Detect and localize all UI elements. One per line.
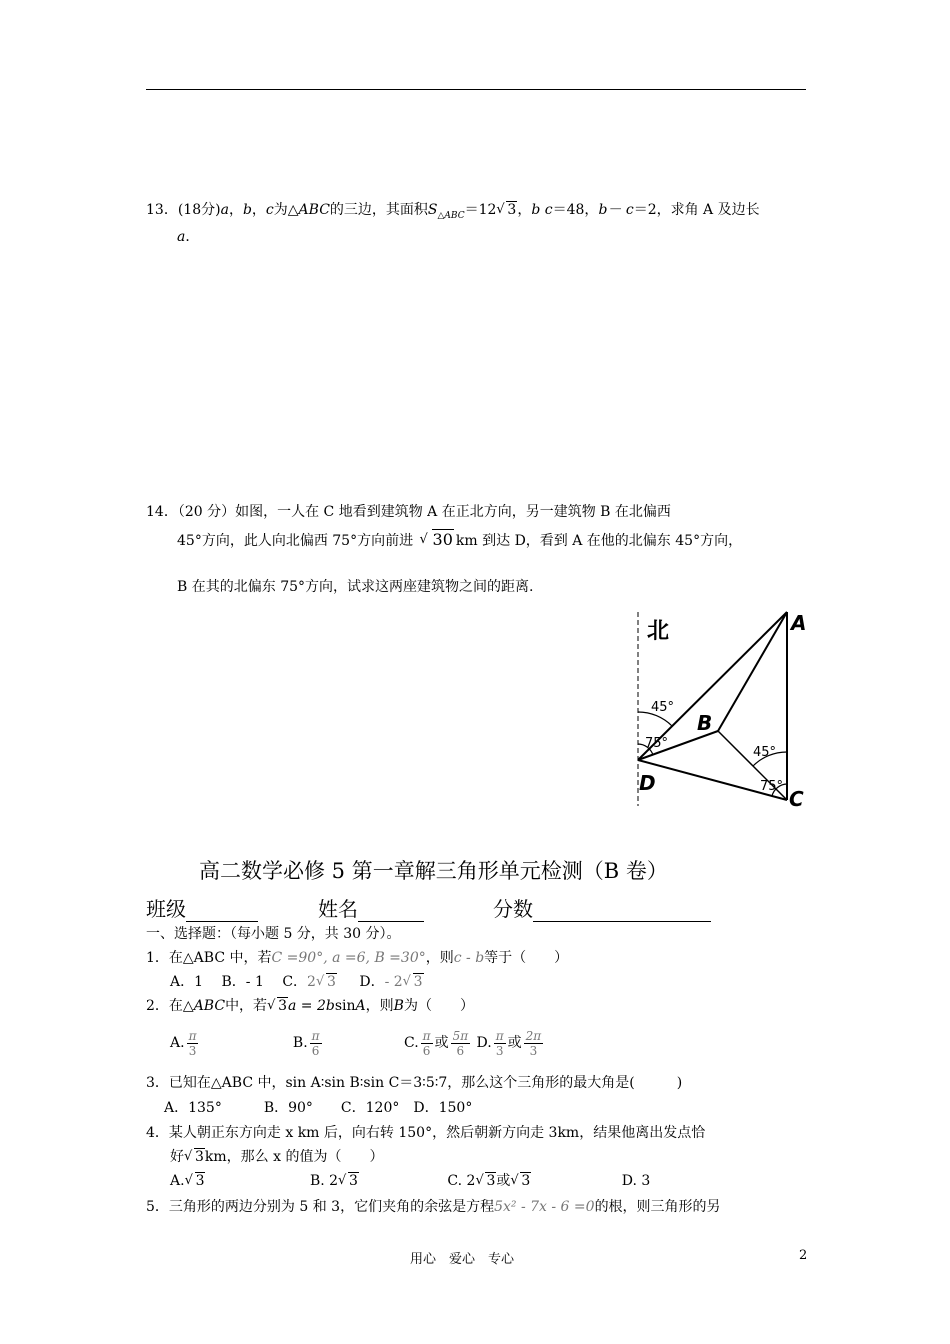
q2-denominator: 6 <box>311 1043 320 1058</box>
footer-motto: 用心 爱心 专心 <box>410 1252 515 1267</box>
class-label: 班级 <box>146 897 186 921</box>
q1-text: ，则 <box>425 950 454 966</box>
q13-comma: ， <box>228 202 243 218</box>
score-blank[interactable] <box>533 901 711 922</box>
q5-text: 5．三角形的两边分别为 5 和 3，它们夹角的余弦是方程 <box>146 1199 495 1215</box>
q13-var-a: a <box>220 202 229 218</box>
q13-text: ＝12 <box>464 202 497 218</box>
q4-option-a-label: A. <box>170 1173 185 1189</box>
q13-var-c: c <box>265 202 274 218</box>
q2-numerator: π <box>495 1028 504 1043</box>
q2-denominator: 3 <box>188 1043 197 1058</box>
question-13-line2 <box>177 227 199 247</box>
name-blank[interactable] <box>358 901 424 922</box>
name-field <box>318 896 424 922</box>
q4-radicand: 3 <box>521 1173 531 1189</box>
q2-option-c-fraction2 <box>451 1029 471 1058</box>
header-rule <box>146 89 806 90</box>
q1-option-b: - 1 <box>245 974 264 990</box>
q13-var-a: a <box>177 229 186 245</box>
q13-comma: ， <box>251 202 266 218</box>
q2-angle-b: B <box>393 998 404 1014</box>
q13-text: ＝48， <box>552 202 599 218</box>
question-2-stem <box>146 996 474 1016</box>
triangle-figure <box>625 608 820 808</box>
q14-radicand: 30 <box>432 530 453 549</box>
q13-comma: ， <box>517 202 532 218</box>
q14-sqrt30 <box>420 530 454 550</box>
q2-option-d-label: D. <box>476 1035 492 1051</box>
q4-option-b-sqrt <box>338 1171 359 1191</box>
question-14-line3: B 在其的北偏东 75°方向，试求这两座建筑物之间的距离. <box>177 579 534 595</box>
q4-text: km，那么 x 的值为（ ） <box>204 1149 384 1165</box>
point-b-label: B <box>697 711 713 735</box>
q2-option-b-label: B. <box>292 1035 308 1051</box>
q2-abc: ABC <box>193 998 226 1014</box>
q4-option-c-sqrt2 <box>510 1171 531 1191</box>
q2-text: 为（ ） <box>403 998 474 1014</box>
q4-text: 好 <box>170 1149 184 1165</box>
question-4-line1: 4．某人朝正东方向走 x km 后，向右转 150°，然后朝新方向走 3km，结果他离出发点恰 <box>146 1125 706 1141</box>
q2-text: 中，若 <box>225 998 268 1014</box>
q13-radicand: 3 <box>507 202 517 218</box>
q1-option-d-label: D． <box>359 974 385 990</box>
q2-option-d-fraction1 <box>494 1029 506 1058</box>
q2-numerator: π <box>311 1028 320 1043</box>
q4-or: 或 <box>496 1173 511 1189</box>
question-2-options <box>170 1028 545 1058</box>
q13-score: (18分) <box>177 202 221 218</box>
score-label: 分数 <box>493 897 533 921</box>
part-one-heading: 一、选择题：（每小题 5 分，共 30 分）。 <box>146 926 401 942</box>
point-d-label: D <box>639 771 656 795</box>
question-4-options <box>170 1171 650 1191</box>
q1-condition: C =90°, a =6, B =30° <box>271 950 426 966</box>
q2-or: 或 <box>507 1035 522 1051</box>
q2-option-a-label: A. <box>170 1035 185 1051</box>
q13-text: ＝2，求角 A 及边长 <box>633 202 760 218</box>
angle-75-right-label: 75° <box>760 779 784 794</box>
q2-denominator: 3 <box>495 1043 504 1058</box>
q2-numerator: 2π <box>525 1028 542 1043</box>
q4-radicand: 3 <box>195 1149 204 1165</box>
q13-bc: b c <box>531 202 553 218</box>
q2-denominator: 6 <box>422 1043 431 1058</box>
q2-option-a-fraction <box>187 1029 199 1058</box>
q2-text: ，则 <box>365 998 394 1014</box>
q13-number: 13． <box>146 202 178 218</box>
q1-expression: c - b <box>453 950 485 966</box>
q13-var-b: b <box>242 202 252 218</box>
question-3-stem: 3．已知在△ABC 中，sin A∶sin B∶sin C＝3∶5∶7，那么这个三角形的最大角是( ) <box>146 1075 683 1091</box>
q2-text: 2．在△ <box>146 998 194 1014</box>
question-14-line1: 14．（20 分）如图，一人在 C 地看到建筑物 A 在正北方向，另一建筑物 B 在北偏西 <box>146 504 671 520</box>
question-1-options <box>170 972 424 992</box>
q13-text: 为△ <box>273 202 299 218</box>
q13-area-sub: △ABC <box>437 210 465 221</box>
point-c-label: C <box>789 787 804 808</box>
question-13-line1 <box>146 200 760 226</box>
q2-sqrt3 <box>267 996 288 1016</box>
q14-text: km 到达 D，看到 A 在他的北偏东 45°方向， <box>455 533 743 549</box>
q2-numerator: π <box>188 1028 197 1043</box>
q2-radicand: 3 <box>278 998 287 1014</box>
q13-sqrt3 <box>496 200 517 220</box>
q14-text: 45°方向，此人向北偏西 75°方向前进 <box>177 533 414 549</box>
q2-numerator: π <box>422 1028 431 1043</box>
q2-numerator: 5π <box>452 1028 469 1043</box>
q4-option-a-sqrt <box>185 1171 206 1191</box>
q2-denominator: 6 <box>456 1043 465 1058</box>
angle-45-right-label: 45° <box>753 745 777 760</box>
class-blank[interactable] <box>186 901 258 922</box>
q5-equation: 5x² - 7x - 6 =0 <box>494 1199 595 1215</box>
q1-text: 等于（ ） <box>484 950 569 966</box>
q1-option-c-label: C． <box>282 974 308 990</box>
q4-option-c-sqrt1 <box>475 1171 496 1191</box>
q4-option-b-label: B. 2 <box>309 1173 339 1189</box>
q2-angle-a: A <box>355 998 366 1014</box>
class-field <box>146 896 258 922</box>
q2-option-c-label: C. <box>404 1035 419 1051</box>
q2-option-b-fraction <box>310 1029 322 1058</box>
q1-option-c-sqrt <box>316 972 337 992</box>
q1-text: 1．在△ABC 中，若 <box>146 950 272 966</box>
q4-radicand: 3 <box>486 1173 496 1189</box>
name-label: 姓名 <box>318 897 358 921</box>
q2-denominator: 3 <box>529 1043 538 1058</box>
q4-radicand: 3 <box>349 1173 358 1189</box>
q5-text: 的根，则三角形的另 <box>594 1199 721 1215</box>
q4-radicand: 3 <box>195 1173 205 1189</box>
q1-option-d: - 2 <box>384 974 403 990</box>
north-label: 北 <box>647 619 670 644</box>
q2-or: 或 <box>434 1035 449 1051</box>
point-a-label: A <box>791 611 807 635</box>
question-4-line2 <box>170 1147 383 1167</box>
q13-period: ． <box>185 229 200 245</box>
q1-option-b-label: B． <box>221 974 246 990</box>
q2-sin: sin <box>334 998 356 1014</box>
question-1-stem <box>146 948 568 968</box>
q2-equation: a = 2b <box>287 998 335 1014</box>
q1-option-a: A．1 <box>170 974 204 990</box>
page-number: 2 <box>799 1248 808 1263</box>
q4-option-d: D. 3 <box>621 1173 651 1189</box>
q13-text: 的三边，其面积 <box>329 202 428 218</box>
q1-option-d-sqrt <box>403 972 424 992</box>
score-field <box>493 896 711 922</box>
q2-option-c-fraction1 <box>421 1029 433 1058</box>
q1-option-c: 2 <box>307 974 316 990</box>
question-14-line2 <box>177 530 742 551</box>
q1-radicand: 3 <box>326 974 336 990</box>
q1-radicand: 3 <box>413 974 423 990</box>
q13-b-minus-c: b－ c <box>598 202 634 218</box>
q13-abc: ABC <box>298 202 330 218</box>
angle-75-left-label: 75° <box>645 736 669 751</box>
question-5-stem <box>146 1197 721 1217</box>
q4-option-c-label: C. 2 <box>447 1173 476 1189</box>
angle-45-left-label: 45° <box>651 700 675 715</box>
q4-sqrt3 <box>184 1147 205 1167</box>
question-3-options: A．135° B．90° C．120° D．150° <box>164 1100 473 1116</box>
q13-area-symbol: S <box>427 202 438 218</box>
q2-option-d-fraction2 <box>524 1029 544 1058</box>
section-title: 高二数学必修 5 第一章解三角形单元检测（B 卷） <box>199 859 668 883</box>
